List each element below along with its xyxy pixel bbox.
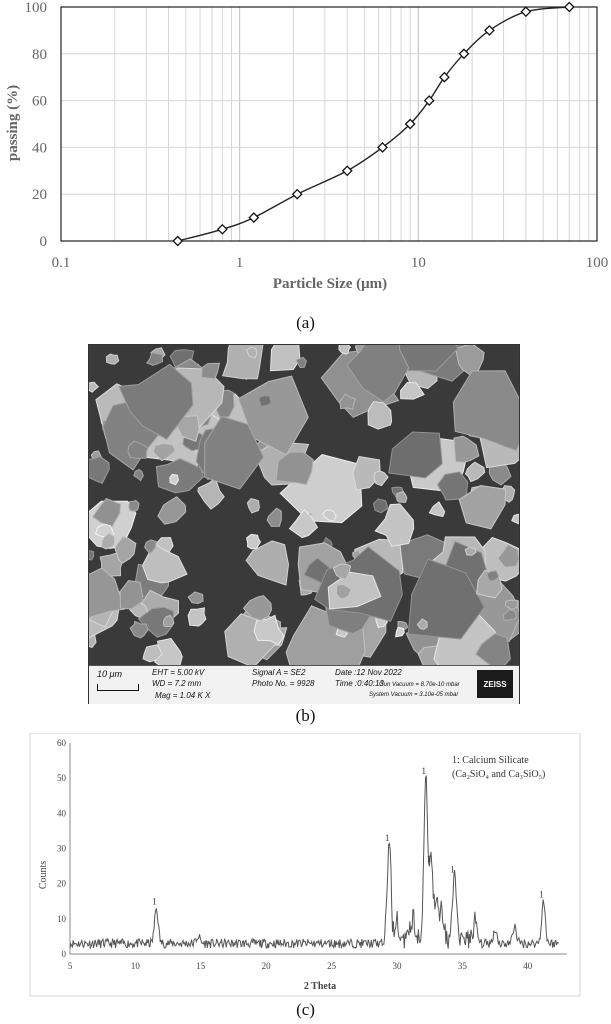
sem-image (89, 345, 519, 665)
xrd-y-tick-label: 20 (57, 878, 66, 889)
xrd-y-tick-label: 0 (61, 949, 66, 959)
xrd-peak-label: 1 (450, 864, 455, 875)
xrd-peak-label: 1 (152, 896, 157, 907)
xrd-x-tick-label: 35 (457, 961, 467, 971)
psd-y-tick-label: 60 (32, 93, 47, 110)
xrd-x-tick-label: 30 (392, 961, 402, 971)
psd-data-point (218, 225, 227, 234)
xrd-x-tick-label: 5 (67, 961, 73, 971)
sem-micrograph (88, 344, 520, 704)
psd-y-tick-label: 20 (32, 187, 47, 204)
sem-eht: EHT = 5.00 kV (152, 668, 205, 677)
xrd-x-axis-label: 2 Theta (303, 981, 337, 992)
caption-a: (a) (296, 313, 315, 332)
sem-particle (223, 345, 263, 379)
xrd-y-tick-label: 50 (57, 773, 66, 784)
sem-particle (129, 500, 139, 511)
psd-y-tick-label: 80 (32, 46, 47, 63)
sem-time: Time :0:40:13 (335, 679, 384, 688)
scale-bar (97, 684, 139, 691)
sem-wd: WD = 7.2 mm (152, 679, 202, 688)
sem-signal: Signal A = SE2 (252, 668, 306, 677)
xrd-x-tick-label: 40 (523, 961, 533, 971)
psd-data-point (343, 166, 352, 175)
sem-photo: Photo No. = 9928 (252, 679, 315, 688)
xrd-x-tick-label: 25 (327, 961, 337, 971)
sem-particle (106, 354, 118, 364)
psd-plot-frame (61, 7, 597, 241)
psd-x-tick-label: 0.1 (51, 255, 71, 271)
xrd-x-tick-label: 20 (261, 961, 271, 971)
psd-x-axis-label: Particle Size (μm) (272, 276, 388, 292)
psd-chart (0, 0, 611, 300)
psd-data-point (293, 190, 302, 199)
xrd-y-tick-label: 40 (57, 808, 66, 819)
sem-date: Date :12 Nov 2022 (335, 668, 402, 677)
psd-x-tick-label: 10 (410, 255, 426, 271)
sem-system-vacuum: System Vacuum = 3.10e-05 mbar (369, 692, 459, 698)
sem-gun-vacuum: Gun Vacuum = 8.70e-10 mbar (379, 682, 460, 688)
sem-particle (271, 345, 300, 371)
xrd-y-tick-label: 30 (57, 843, 66, 854)
psd-y-tick-label: 100 (24, 0, 47, 16)
sem-info-bar (89, 665, 519, 704)
psd-data-point (173, 237, 182, 246)
xrd-peak-label: 1 (426, 854, 432, 865)
xrd-y-tick-label: 60 (57, 738, 66, 748)
psd-tick-labels (25, 0, 609, 271)
xrd-legend-line1: 1: Calcium Silicate (452, 755, 529, 766)
xrd-peak-label: 1 (421, 766, 426, 777)
psd-grid (61, 7, 597, 241)
xrd-y-tick-label: 10 (57, 913, 66, 924)
xrd-x-tick-label: 15 (196, 961, 206, 971)
xrd-x-tick-label: 10 (130, 961, 140, 971)
psd-points (173, 3, 574, 246)
psd-axes (61, 7, 597, 241)
zeiss-logo: ZEISS (477, 670, 513, 698)
psd-series-line (178, 7, 570, 241)
xrd-legend-line2: (Ca₂SiO₄ and Ca₃SiO₅) (452, 769, 546, 780)
xrd-y-axis-label: Counts (38, 860, 49, 890)
psd-x-tick-label: 100 (585, 255, 609, 271)
psd-y-tick-label: 40 (32, 140, 47, 157)
psd-y-tick-label: 0 (39, 234, 47, 250)
sem-particle (465, 547, 476, 555)
psd-data-point (521, 7, 530, 16)
xrd-peak-label: 1 (384, 832, 390, 843)
xrd-series-line (70, 776, 559, 949)
xrd-chart (0, 733, 611, 998)
sem-mag: Mag = 1.04 K X (155, 691, 211, 700)
psd-data-point (249, 213, 258, 222)
xrd-peak-labels (152, 766, 544, 906)
xrd-peak-label: 1 (539, 889, 544, 900)
caption-c: (c) (296, 1000, 315, 1019)
psd-data-point (565, 3, 574, 12)
caption-b: (b) (295, 706, 316, 725)
psd-x-tick-label: 1 (235, 255, 244, 271)
sem-scale-label: 10 μm (97, 669, 122, 679)
psd-y-axis-label: passing (%) (5, 84, 21, 162)
